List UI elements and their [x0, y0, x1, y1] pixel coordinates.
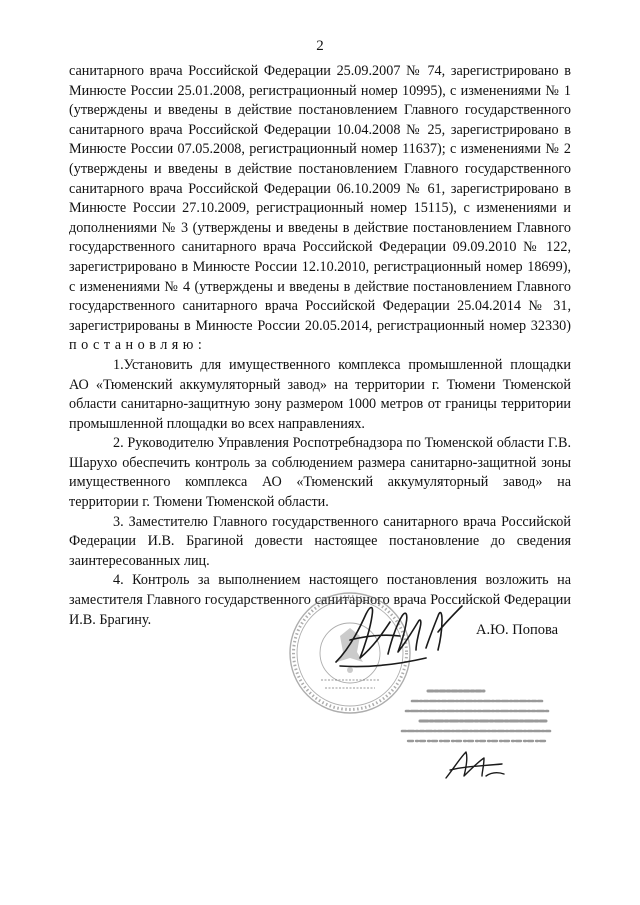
signer-name: А.Ю. Попова	[476, 622, 559, 638]
item-1: 1.Установить для имущественного комплекса промышленной площадки АО «Тюменский аккумуляторный завод» на территории г. Тюмени Тюменской области санитарно-защитную зону размером 1000 метров от границы территории промышленной площадки во всех направлениях.	[69, 356, 571, 432]
item-3: 3. Заместителю Главного государственного санитарного врача Российской Федерации И.В. Брагиной довести настоящее постановление до сведения заинтересованных лиц.	[69, 513, 571, 569]
item-4: 4. Контроль за выполнением настоящего постановления возложить на заместителя Главного государственного санитарного врача Российской Федерации И.В. Брагину.	[69, 572, 571, 628]
preamble-text: санитарного врача Российской Федерации 25.09.2007 № 74, зарегистрировано в Минюсте России 25.01.2008, регистрационный номер 10995), с изменениями № 1 (утверждены и введены в действие постановлением Главного государственного санитарного врача Российской Федерации 10.04.2008 № 25, зарегистрировано в Минюсте России 07.05.2008, регистрационный номер 11637); с изменениями № 2 (утверждены и введены в действие постановлением Главного государственного санитарного врача Российской Федерации 06.10.2009 № 61, зарегистрировано в Минюсте России 27.10.2009, регистрационный номер 15115), с изменениями и дополнениями № 3 (утверждены и введены в действие постановлением Главного государственного санитарного врача Российской Федерации 09.09.2010 № 122, зарегистрировано в Минюсте России 12.10.2010, регистрационный номер 18699), с изменениями № 4 (утверждены и введены в действие постановлением Главного государственного санитарного врача Российской Федерации 25.04.2014 № 31, зарегистрированы в Минюсте России 20.05.2014, регистрационный номер 32330)	[69, 63, 571, 334]
preamble-paragraph	[69, 62, 571, 356]
approval-signature	[440, 748, 508, 784]
item-2: 2. Руководителю Управления Роспотребнадзора по Тюменской области Г.В. Шарухо обеспечить контроль за соблюдением размера санитарно-защитной зоны имущественного комплекса АО «Тюменский аккумуляторный завод» на территории г. Тюмени Тюменской области.	[69, 435, 571, 511]
resolve-word: постановляю:	[69, 337, 207, 354]
document-body	[69, 62, 571, 630]
page-number: 2	[316, 38, 324, 54]
signature	[330, 592, 470, 676]
